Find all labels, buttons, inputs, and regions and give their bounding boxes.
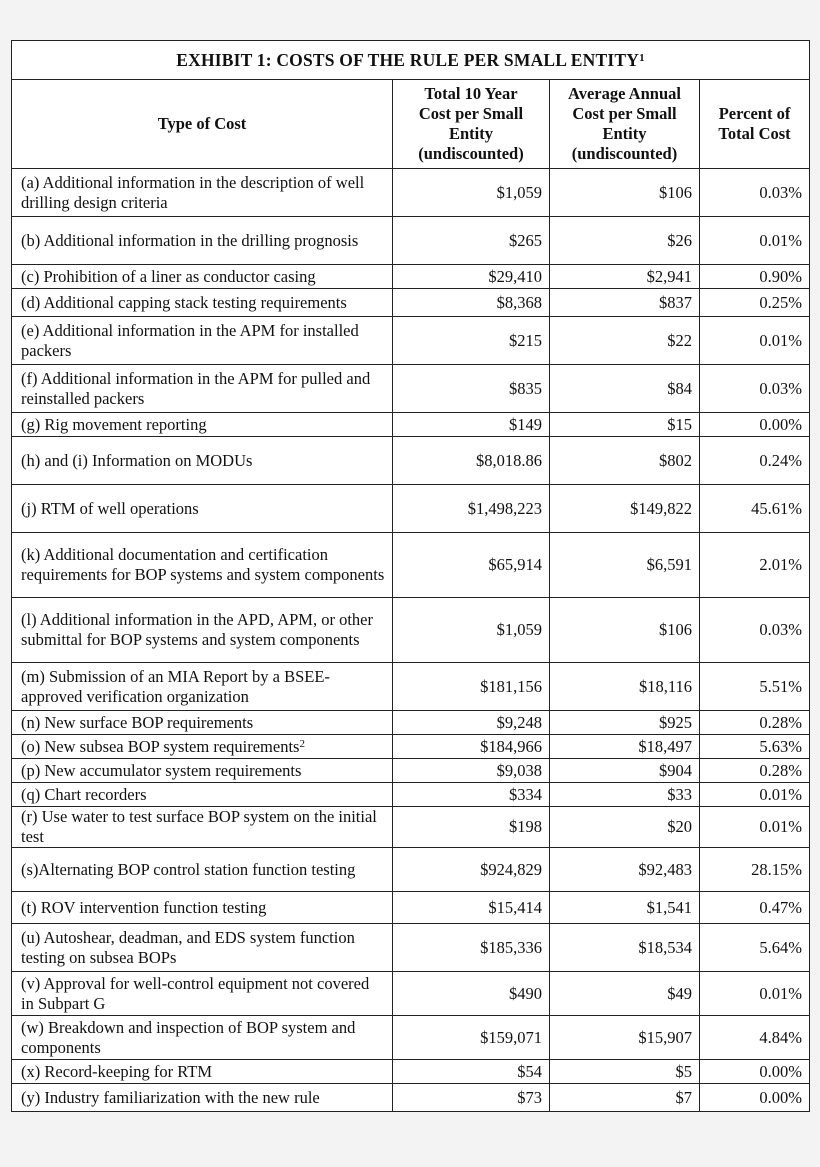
percent-cell: 0.25% [700,289,810,317]
percent-cell: 4.84% [700,1016,810,1060]
cost-type-cell: (y) Industry familiarization with the new rule [12,1084,393,1112]
row-footnote: 2 [299,737,305,750]
table-row [12,437,810,485]
cost-type-cell: (s)Alternating BOP control station function testing [12,848,393,892]
table-row [12,1084,810,1112]
percent-cell: 5.51% [700,663,810,711]
table-row [12,533,810,598]
total-10yr-cell: $215 [393,317,550,365]
table-row [12,924,810,972]
percent-cell: 0.00% [700,1060,810,1084]
cost-type-cell: (h) and (i) Information on MODUs [12,437,393,485]
table-row [12,485,810,533]
cost-type-cell: (l) Additional information in the APD, APM, or other submittal for BOP systems and system components [12,598,393,663]
total-10yr-cell: $1,059 [393,169,550,217]
total-10yr-cell: $1,059 [393,598,550,663]
table-row [12,317,810,365]
table-row [12,217,810,265]
avg-annual-cell: $49 [550,972,700,1016]
avg-annual-cell: $84 [550,365,700,413]
percent-cell: 5.63% [700,735,810,759]
table-row [12,711,810,735]
percent-cell: 2.01% [700,533,810,598]
percent-cell: 28.15% [700,848,810,892]
header-type: Type of Cost [12,80,393,169]
header-avg-annual: Average Annual Cost per Small Entity (undiscounted) [550,80,700,169]
table-row [12,783,810,807]
total-10yr-cell: $924,829 [393,848,550,892]
total-10yr-cell: $184,966 [393,735,550,759]
avg-annual-cell: $802 [550,437,700,485]
avg-annual-cell: $15 [550,413,700,437]
percent-cell: 0.03% [700,365,810,413]
cost-type-cell: (r) Use water to test surface BOP system on the initial test [12,807,393,848]
table-row [12,759,810,783]
table-title: EXHIBIT 1: COSTS OF THE RULE PER SMALL ENTITY$^1$ [12,41,810,80]
total-10yr-cell: $65,914 [393,533,550,598]
avg-annual-cell: $7 [550,1084,700,1112]
total-10yr-cell: $198 [393,807,550,848]
table-row [12,365,810,413]
percent-cell: 0.00% [700,413,810,437]
cost-type-cell: (e) Additional information in the APM for installed packers [12,317,393,365]
title-footnote: 1 [639,52,645,64]
table-row [12,735,810,759]
avg-annual-cell: $837 [550,289,700,317]
total-10yr-cell: $149 [393,413,550,437]
cost-type-cell: (p) New accumulator system requirements [12,759,393,783]
cost-type-cell: (m) Submission of an MIA Report by a BSEE-approved verification organization [12,663,393,711]
total-10yr-cell: $159,071 [393,1016,550,1060]
avg-annual-cell: $22 [550,317,700,365]
percent-cell: 0.01% [700,317,810,365]
percent-cell: 0.03% [700,169,810,217]
percent-cell: 0.28% [700,711,810,735]
total-10yr-cell: $29,410 [393,265,550,289]
avg-annual-cell: $92,483 [550,848,700,892]
total-10yr-cell: $8,018.86 [393,437,550,485]
title-row [12,41,810,80]
cost-type-cell: (t) ROV intervention function testing [12,892,393,924]
cost-type-cell: (d) Additional capping stack testing requirements [12,289,393,317]
table-row [12,413,810,437]
total-10yr-cell: $9,038 [393,759,550,783]
cost-type-cell: (n) New surface BOP requirements [12,711,393,735]
header-row [12,80,810,169]
table-row [12,807,810,848]
percent-cell: 0.90% [700,265,810,289]
percent-cell: 0.01% [700,807,810,848]
cost-type-cell: (j) RTM of well operations [12,485,393,533]
percent-cell: 0.47% [700,892,810,924]
cost-type-cell: (u) Autoshear, deadman, and EDS system function testing on subsea BOPs [12,924,393,972]
avg-annual-cell: $106 [550,598,700,663]
avg-annual-cell: $20 [550,807,700,848]
cost-type-cell: (o) New subsea BOP system requirements$^2$ [12,735,393,759]
cost-type-cell: (b) Additional information in the drilling prognosis [12,217,393,265]
avg-annual-cell: $6,591 [550,533,700,598]
total-10yr-cell: $1,498,223 [393,485,550,533]
total-10yr-cell: $835 [393,365,550,413]
percent-cell: 0.24% [700,437,810,485]
percent-cell: 5.64% [700,924,810,972]
cost-type-cell: (x) Record-keeping for RTM [12,1060,393,1084]
total-10yr-cell: $181,156 [393,663,550,711]
avg-annual-cell: $33 [550,783,700,807]
percent-cell: 0.28% [700,759,810,783]
table-row [12,892,810,924]
table-row [12,169,810,217]
total-10yr-cell: $334 [393,783,550,807]
total-10yr-cell: $265 [393,217,550,265]
avg-annual-cell: $5 [550,1060,700,1084]
cost-type-cell: (v) Approval for well-control equipment not covered in Subpart G [12,972,393,1016]
cost-type-cell: (g) Rig movement reporting [12,413,393,437]
avg-annual-cell: $1,541 [550,892,700,924]
table-row [12,848,810,892]
avg-annual-cell: $904 [550,759,700,783]
percent-cell: 45.61% [700,485,810,533]
cost-type-cell: (c) Prohibition of a liner as conductor casing [12,265,393,289]
avg-annual-cell: $26 [550,217,700,265]
avg-annual-cell: $106 [550,169,700,217]
avg-annual-cell: $15,907 [550,1016,700,1060]
cost-table [11,40,810,1112]
cost-type-cell: (k) Additional documentation and certification requirements for BOP systems and system components [12,533,393,598]
table-row [12,1016,810,1060]
avg-annual-cell: $2,941 [550,265,700,289]
table-row [12,1060,810,1084]
header-total-10yr: Total 10 Year Cost per Small Entity (undiscounted) [393,80,550,169]
total-10yr-cell: $15,414 [393,892,550,924]
percent-cell: 0.03% [700,598,810,663]
table-row [12,289,810,317]
avg-annual-cell: $18,497 [550,735,700,759]
cost-type-cell: (a) Additional information in the description of well drilling design criteria [12,169,393,217]
table-row [12,598,810,663]
table-row [12,972,810,1016]
total-10yr-cell: $185,336 [393,924,550,972]
total-10yr-cell: $73 [393,1084,550,1112]
cost-type-cell: (q) Chart recorders [12,783,393,807]
percent-cell: 0.01% [700,972,810,1016]
avg-annual-cell: $925 [550,711,700,735]
total-10yr-cell: $490 [393,972,550,1016]
table-row [12,663,810,711]
percent-cell: 0.01% [700,783,810,807]
table-row [12,265,810,289]
avg-annual-cell: $18,116 [550,663,700,711]
percent-cell: 0.00% [700,1084,810,1112]
header-percent: Percent of Total Cost [700,80,810,169]
cost-type-cell: (f) Additional information in the APM for pulled and reinstalled packers [12,365,393,413]
avg-annual-cell: $18,534 [550,924,700,972]
percent-cell: 0.01% [700,217,810,265]
total-10yr-cell: $9,248 [393,711,550,735]
total-10yr-cell: $8,368 [393,289,550,317]
total-10yr-cell: $54 [393,1060,550,1084]
avg-annual-cell: $149,822 [550,485,700,533]
cost-type-cell: (w) Breakdown and inspection of BOP system and components [12,1016,393,1060]
